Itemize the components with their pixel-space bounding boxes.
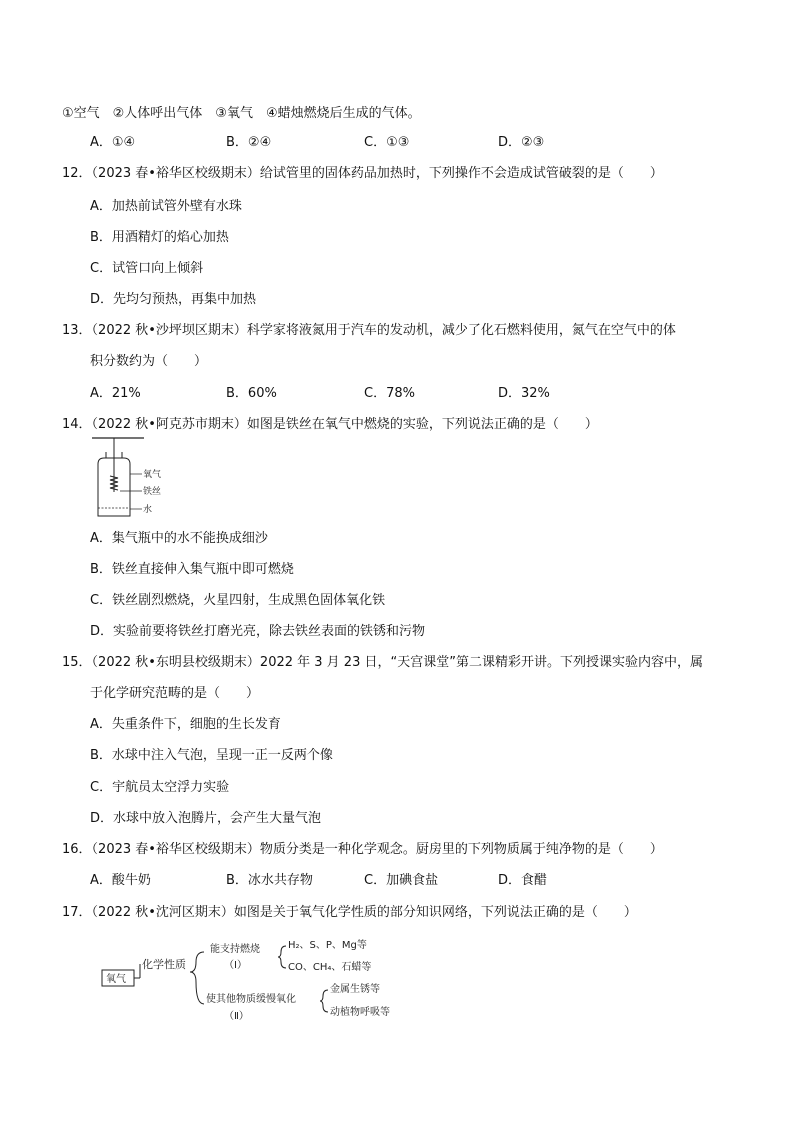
q16-option-b[interactable]: B．冰水共存物 <box>226 873 313 888</box>
q11-option-b[interactable]: B．②④ <box>226 135 272 150</box>
diagram-oxidation-a: 金属生锈等 <box>330 984 380 995</box>
q17-stem: 17．（2022 秋•沈河区期末）如图是关于氧气化学性质的部分知识网络，下列说法正确的是（ ） <box>62 905 637 920</box>
diagram-supports-combustion: 能支持燃烧 <box>210 944 260 955</box>
diagram-fuels-a: H₂、S、P、Mg等 <box>288 940 367 951</box>
q13-option-c[interactable]: C．78% <box>364 386 415 401</box>
q11-option-a[interactable]: A．①④ <box>90 135 136 150</box>
figure-label-iron-wire: 铁丝 <box>143 487 162 497</box>
diagram-chemical-properties: 化学性质 <box>142 958 186 971</box>
q14-option-c[interactable]: C．铁丝剧烈燃烧，火星四射，生成黑色固体氧化铁 <box>90 593 386 608</box>
q14-option-d[interactable]: D．实验前要将铁丝打磨光亮，除去铁丝表面的铁锈和污物 <box>90 624 426 639</box>
q14-option-a[interactable]: A．集气瓶中的水不能换成细沙 <box>90 531 268 546</box>
q14-option-b[interactable]: B．铁丝直接伸入集气瓶中即可燃烧 <box>90 562 294 577</box>
q13-option-a[interactable]: A．21% <box>90 386 141 401</box>
diagram-slow-oxidation: 使其他物质缓慢氧化 <box>206 994 296 1005</box>
diagram-tag-1: （Ⅰ） <box>224 960 247 971</box>
q13-option-b[interactable]: B．60% <box>226 386 277 401</box>
iron-wire-combustion-figure <box>84 432 174 524</box>
q13-stem-cont: 积分数约为（ ） <box>90 354 208 369</box>
q16-option-d[interactable]: D．食醋 <box>498 873 548 888</box>
q12-option-b[interactable]: B．用酒精灯的焰心加热 <box>90 230 229 245</box>
figure-label-oxygen: 氧气 <box>143 470 162 480</box>
oxygen-knowledge-network-diagram <box>100 932 420 1026</box>
diagram-oxidation-b: 动植物呼吸等 <box>330 1007 390 1018</box>
q12-option-d[interactable]: D．先均匀预热，再集中加热 <box>90 292 257 307</box>
q13-option-d[interactable]: D．32% <box>498 386 550 401</box>
q12-option-a[interactable]: A．加热前试管外壁有水珠 <box>90 199 242 214</box>
diagram-root-oxygen: 氧气 <box>106 974 126 985</box>
q15-option-c[interactable]: C．宇航员太空浮力实验 <box>90 780 230 795</box>
q12-stem: 12．（2023 春•裕华区校级期末）给试管里的固体药品加热时，下列操作不会造成试管破裂的是（ ） <box>62 166 663 181</box>
q15-option-b[interactable]: B．水球中注入气泡，呈现一正一反两个像 <box>90 748 333 763</box>
q16-option-c[interactable]: C．加碘食盐 <box>364 873 439 888</box>
figure-label-water: 水 <box>143 505 153 515</box>
q11-option-c[interactable]: C．①③ <box>364 135 410 150</box>
q15-option-d[interactable]: D．水球中放入泡腾片，会产生大量气泡 <box>90 811 322 826</box>
q16-option-a[interactable]: A．酸牛奶 <box>90 873 151 888</box>
diagram-tag-2: （Ⅱ） <box>224 1011 249 1022</box>
q11-stem: ①空气 ②人体呼出气体 ③氧气 ④蜡烛燃烧后生成的气体。 <box>62 106 421 121</box>
q12-option-c[interactable]: C．试管口向上倾斜 <box>90 261 204 276</box>
q15-stem-cont: 于化学研究范畴的是（ ） <box>90 686 260 701</box>
q16-stem: 16．（2023 春•裕华区校级期末）物质分类是一种化学观念。厨房里的下列物质属于纯净物的是（ ） <box>62 842 663 857</box>
q15-stem: 15．（2022 秋•东明县校级期末）2022 年 3 月 23 日，“天宫课堂”第二课精彩开讲。下列授课实验内容中，属 <box>62 655 703 670</box>
q14-stem: 14．（2022 秋•阿克苏市期末）如图是铁丝在氧气中燃烧的实验，下列说法正确的是（ ） <box>62 417 598 432</box>
q11-option-d[interactable]: D．②③ <box>498 135 545 150</box>
q13-stem: 13．（2022 秋•沙坪坝区期末）科学家将液氮用于汽车的发动机，减少了化石燃料使用，氮气在空气中的体 <box>62 323 676 338</box>
q15-option-a[interactable]: A．失重条件下，细胞的生长发育 <box>90 717 281 732</box>
diagram-fuels-b: CO、CH₄、石蜡等 <box>288 962 372 973</box>
